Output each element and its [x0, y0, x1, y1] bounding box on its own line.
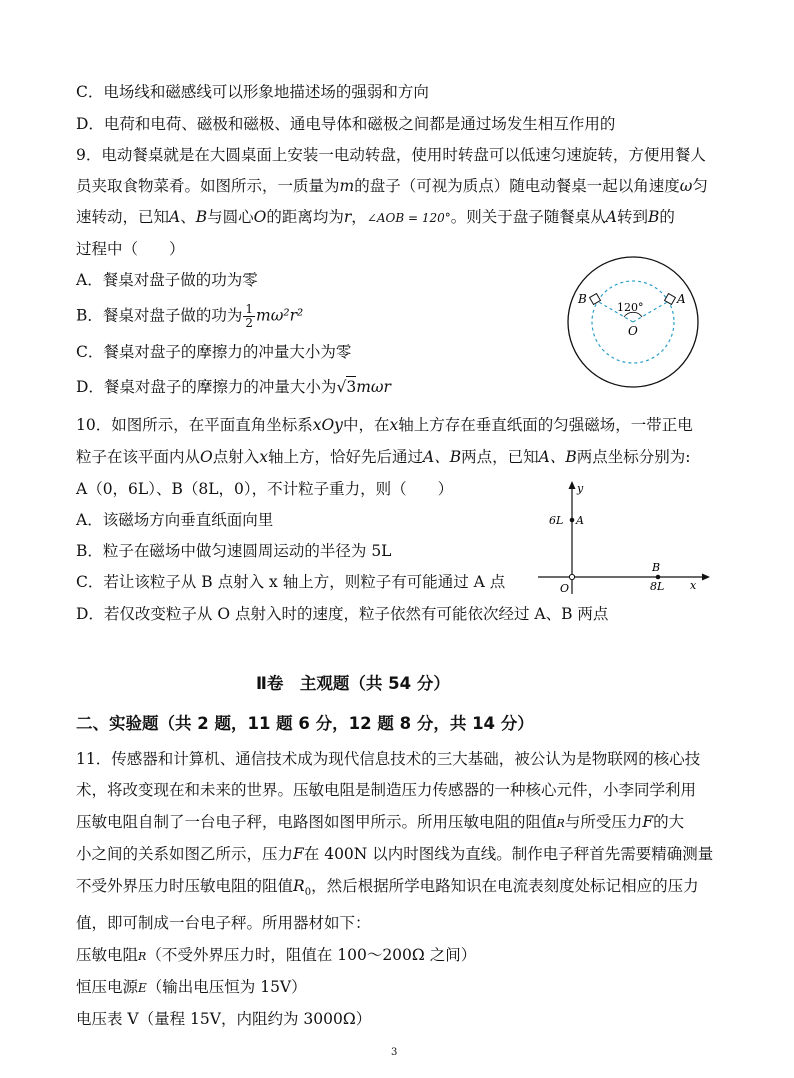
q9-option-b: B．餐桌对盘子做的功为 $\frac{1}{2}$ mω²r² [76, 302, 304, 330]
q11-line-3: 压敏电阻自制了一台电子秤，电路图如图甲所示。所用压敏电阻的阻值R与所受压力F的大 [76, 813, 685, 831]
section-ii-heading: Ⅱ卷 主观题（共 54 分） [256, 674, 450, 693]
q9-option-c: C．餐桌对盘子的摩擦力的冲量大小为零 [76, 343, 352, 361]
q8-option-c: C．电场线和磁感线可以形象地描述场的强弱和方向 [76, 83, 429, 101]
q9-line-4: 过程中（ ） [76, 240, 185, 258]
q11-item-resistor: 压敏电阻R（不受外界压力时，阻值在 100～200Ω 之间） [76, 946, 477, 964]
q9-option-d: D．餐桌对盘子的摩擦力的冲量大小为√3mωr [76, 378, 391, 396]
coordinate-figure [528, 476, 712, 598]
label-x: x [690, 579, 697, 592]
q11-line-1: 11．传感器和计算机、通信技术成为现代信息技术的三大基础，被公认为是物联网的核心技 [76, 750, 701, 768]
q9-line-1: 9．电动餐桌就是在大圆桌面上安装一电动转盘，使用时转盘可以低速匀速旋转，方便用餐人 [76, 146, 706, 164]
q10-option-b: B．粒子在磁场中做匀速圆周运动的半径为 5L [76, 542, 392, 560]
q11-line-4: 小之间的关系如图乙所示，压力F在 400N 以内时图线为直线。制作电子秤首先需要精确测量 [76, 845, 714, 863]
q9-line-2: 员夹取食物菜肴。如图所示，一质量为m的盘子（可视为质点）随电动餐桌一起以角速度ω匀 [76, 177, 708, 195]
q10-option-d: D．若仅改变粒子从 O 点射入时的速度，粒子依然有可能依次经过 A、B 两点 [76, 605, 609, 623]
turntable-figure [566, 255, 700, 389]
q10-line-1: 10．如图所示，在平面直角坐标系xOy中，在x轴上方存在垂直纸面的匀强磁场，一带正电 [76, 416, 693, 434]
origin-point [569, 574, 574, 579]
q8-option-d: D．电荷和电荷、磁极和磁极、通电导体和磁极之间都是通过场发生相互作用的 [76, 115, 616, 133]
page-number: 3 [391, 1047, 398, 1058]
q11-item-voltmeter: 电压表 V（量程 15V，内阻约为 3000Ω） [76, 1010, 372, 1028]
q11-line-2: 术，将改变现在和未来的世界。压敏电阻是制造压力传感器的一种核心元件，小李同学利用 [76, 781, 697, 799]
label-b: B [578, 292, 587, 306]
q10-line-2: 粒子在该平面内从O点射入x轴上方，恰好先后通过A、B两点，已知A、B两点坐标分别为: [76, 448, 691, 466]
label-6l: 6L [549, 514, 564, 527]
point-a [570, 518, 575, 523]
label-o: O [560, 582, 570, 595]
label-a: A [576, 514, 584, 527]
q10-option-a: A．该磁场方向垂直纸面向里 [76, 511, 274, 529]
plate-b [590, 294, 601, 305]
y-axis-arrow [569, 481, 576, 489]
q10-option-c: C．若让该粒子从 B 点射入 x 轴上方，则粒子有可能通过 A 点 [76, 573, 506, 591]
fraction-half: $\frac{1}{2}$ [245, 302, 254, 330]
label-8l: 8L [650, 580, 665, 593]
label-a: A [677, 292, 686, 306]
q9-option-a: A．餐桌对盘子做的功为零 [76, 271, 258, 289]
q11-line-5: 不受外界压力时压敏电阻的阻值$R_0$，然后根据所学电路知识在电流表刻度处标记相应的压力 [76, 877, 699, 899]
label-b: B [652, 561, 661, 574]
point-b [656, 575, 661, 580]
q11-line-6: 值，即可制成一台电子秤。所用器材如下： [76, 914, 371, 932]
x-axis-arrow [702, 574, 710, 581]
experiment-heading: 二、实验题（共 2 题，11 题 6 分，12 题 8 分，共 14 分） [76, 714, 534, 733]
label-y: y [577, 482, 584, 495]
q9-line-3: 速转动，已知A、B与圆心O的距离均为r，∠AOB = 120°。则关于盘子随餐桌从A转到B的 [76, 208, 675, 226]
label-angle: 120° [617, 301, 644, 314]
q10-line-3: A（0，6L）、B（8L，0），不计粒子重力，则（ ） [76, 480, 454, 498]
q11-item-source: 恒压电源E（输出电压恒为 15V） [76, 978, 307, 996]
label-o: O [628, 324, 638, 338]
